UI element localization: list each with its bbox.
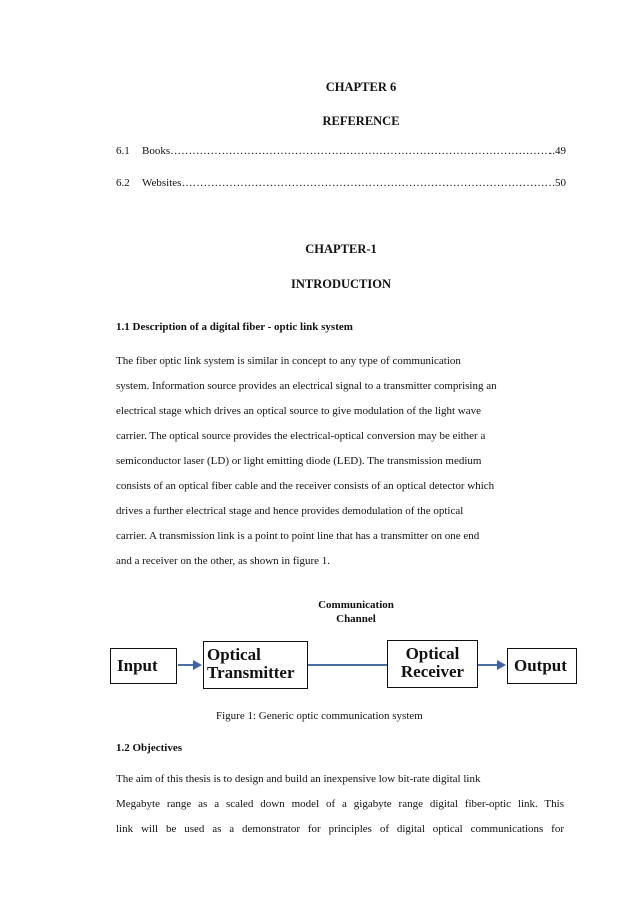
paragraph-line: and a receiver on the other, as shown in figure 1. [116, 555, 330, 567]
transmitter-label-line-1: Optical [207, 645, 261, 664]
receiver-label-line-1: Optical [405, 644, 460, 663]
paragraph-line: link will be used as a demonstrator for principles of digital optical communications for [116, 823, 564, 835]
paragraph-line: drives a further electrical stage and hence provides demodulation of the optical [116, 505, 464, 517]
paragraph-line: electrical stage which drives an optical source to give modulation of the light wave [116, 405, 482, 417]
chapter-1-title: CHAPTER-1 [305, 242, 377, 256]
arrow-receiver-to-output [478, 664, 498, 666]
toc-number: 6.1 [116, 145, 130, 157]
output-label: Output [514, 656, 567, 675]
toc-page: .50 [552, 177, 566, 189]
channel-label-line-1: Communication [318, 599, 394, 611]
paragraph-line: consists of an optical fiber cable and the receiver consists of an optical detector which [116, 480, 495, 492]
communication-channel-line [308, 664, 388, 666]
toc-entry-websites[interactable] [116, 177, 566, 189]
arrow-head-icon [193, 660, 202, 670]
arrow-input-to-transmitter [178, 664, 194, 666]
chapter-6-subtitle: REFERENCE [322, 114, 400, 128]
toc-entry-books[interactable] [116, 145, 566, 157]
section-1-2-heading: 1.2 Objectives [116, 742, 182, 754]
paragraph-line: system. Information source provides an electrical signal to a transmitter comprising an [116, 380, 497, 392]
toc-number: 6.2 [116, 177, 130, 189]
toc-label: Websites [142, 177, 182, 189]
toc-leader [170, 145, 549, 157]
section-1-1-body [116, 349, 564, 574]
paragraph-line: The fiber optic link system is similar in concept to any type of communication [116, 355, 461, 367]
toc-leader [181, 177, 552, 189]
optical-transmitter-box [203, 641, 308, 689]
paragraph-line: Megabyte range as a scaled down model of a gigabyte range digital fiber-optic link. This [116, 798, 564, 810]
paragraph-line: carrier. The optical source provides the electrical-optical conversion may be either a [116, 430, 486, 442]
toc-label: Books [142, 145, 171, 157]
toc-page: ..49 [549, 145, 566, 157]
section-1-1-heading: 1.1 Description of a digital fiber - optic link system [116, 321, 353, 333]
paragraph-line: The aim of this thesis is to design and build an inexpensive low bit-rate digital link [116, 773, 481, 785]
channel-label [300, 598, 412, 626]
receiver-label-line-2: Receiver [400, 662, 465, 681]
chapter-1-subtitle: INTRODUCTION [290, 277, 391, 291]
arrow-head-icon [497, 660, 506, 670]
paragraph-line: carrier. A transmission link is a point to point line that has a transmitter on one end [116, 530, 480, 542]
optical-receiver-box [387, 640, 478, 688]
paragraph-line: semiconductor laser (LD) or light emitting diode (LED). The transmission medium [116, 455, 482, 467]
input-label: Input [117, 656, 158, 675]
transmitter-label-line-2: Transmitter [207, 663, 295, 682]
channel-label-line-2: Channel [336, 613, 376, 625]
input-box [110, 648, 177, 684]
chapter-6-title: CHAPTER 6 [325, 80, 397, 94]
section-1-2-body [116, 767, 564, 842]
figure-1-caption: Figure 1: Generic optic communication system [216, 710, 423, 722]
output-box [507, 648, 577, 684]
